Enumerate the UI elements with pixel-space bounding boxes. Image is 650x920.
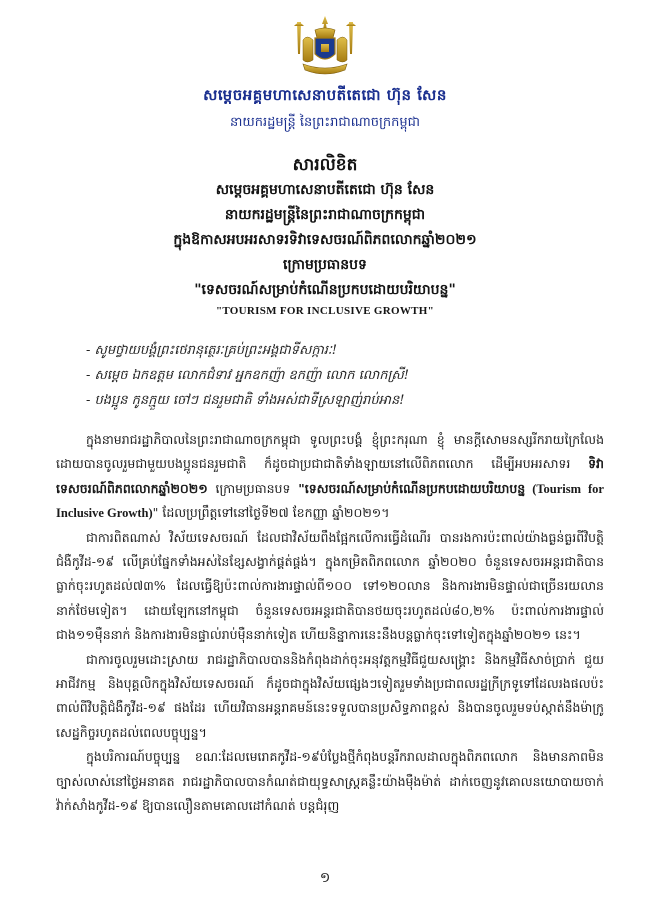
title-line-2: នាយករដ្ឋមន្ត្រីនៃព្រះរាជាណាចក្រកម្ពុជា	[224, 207, 426, 223]
title-line-english: "TOURISM FOR INCLUSIVE GROWTH"	[215, 305, 435, 317]
royal-emblem-icon	[291, 14, 359, 78]
title-line-4: ក្រោមប្រធានបទ	[283, 257, 367, 273]
body-text-span: " ដែលប្រព្រឹត្តទៅនៅថ្ងៃទី២៧ ខែកញ្ញា ឆ្នាំ២០២១។	[152, 505, 390, 521]
body-text-span: ក្រោមប្រធានបទ	[207, 480, 299, 496]
title-line-5: "ទេសចរណ៍សម្រាប់កំណើនប្រកបដោយបរិយាបន្ន"	[194, 282, 456, 298]
body-paragraph-4: ក្នុងបរិការណ៍បច្ចុប្បន្ន ខណៈដែលមេរោគកូវីដ-១៩បំប្លែងថ្មីកំពុងបន្តរីករាលដាលក្នុងពិភពលោក និងមានភាពមិនច្បាស់លាស់នៅថ្ងៃអនាគត រាជរដ្ឋាភិបាលបានកំណត់ជាយុទ្ធសាស្ត្រគន្លឹះយ៉ាងម៉ឺងម៉ាត់ ដាក់ចេញនូវគោលនយោបាយចាក់វ៉ាក់សាំងកូវីដ-១៩ ឱ្យបានលឿនតាមគោលដៅកំណត់ បន្តជំរុញ	[56, 749, 604, 814]
title-line-3: ក្នុងឱកាសអបអរសាទរទិវាទេសចរណ៍ពិភពលោកឆ្នាំ២០២១	[173, 232, 477, 248]
salutation-line: - សូមថ្វាយបង្គំព្រះថេរានុត្ថេរៈគ្រប់ព្រះអង្គជាទីសក្ការៈ!	[86, 343, 338, 358]
body-paragraph-2: ជាការពិតណាស់ វិស័យទេសចរណ៍ ដែលជាវិស័យពឹងផ្អែកលើការធ្វើដំណើរ បានរងការប៉ះពាល់យ៉ាងធ្ងន់ធ្ងរពីវិបត្តិជំងឺកូវីដ-១៩ លើគ្រប់ផ្នែកទាំងអស់នៃខ្សែសង្វាក់ផ្គត់ផ្គង់។ ក្នុងកម្រិតពិភពលោក ឆ្នាំ២០២០ ចំនួនទេសចរអន្តរជាតិបានធ្លាក់ចុះរហូតដល់៧៣% ដែលធ្វើឱ្យប៉ះពាល់ការងារផ្ទាល់ពី១០០ ទៅ១២០លាន និងការងារមិនផ្ទាល់ជាច្រើនរយលាននាក់ថែមទៀត។ ដោយឡែកនៅកម្ពុជា ចំនួនទេសចរអន្តរជាតិបានថយចុះរហូតដល់៨០,២% ប៉ះពាល់ការងារផ្ទាល់ជាង១១ម៉ឺននាក់ និងការងារមិនផ្ទាល់រាប់ម៉ឺននាក់ទៀត ហើយនិន្នាការនេះនឹងបន្តធ្លាក់ចុះទៅទៀតក្នុងឆ្នាំ២០២១ នេះ។	[56, 529, 604, 643]
body-paragraph-3: ជាការចូលរួមដោះស្រាយ រាជរដ្ឋាភិបាលបាននិងកំពុងដាក់ចុះអនុវត្តកម្មវិធីជួយសង្គ្រោះ និងកម្មវិធីសាច់ប្រាក់ ជួយអាជីវកម្ម និងបុគ្គលិកក្នុងវិស័យទេសចរណ៍ ក៏ដូចជាក្នុងវិស័យផ្សេងៗទៀតរួមទាំងប្រជាពលរដ្ឋក្រីក្រទូទៅដែលរងផលប៉ះពាល់ពីវិបត្តិជំងឺកូវីដ-១៩ ផងដែរ ហើយវិធានអន្តរាគមន៍នេះទទួលបានប្រសិទ្ធភាពខ្ពស់ និងបានចូលរួមទប់ស្កាត់នឹងម៉ាក្រូសេដ្ឋកិច្ចរហូតដល់ពេលបច្ចុប្បន្ន។	[56, 651, 604, 740]
body-text	[56, 428, 604, 819]
body-paragraph-1	[56, 428, 604, 526]
salutation-line: - សម្ដេច ឯកឧត្ដម លោកជំទាវ អ្នកឧកញ៉ា ឧកញ៉ា លោក លោកស្រី!	[86, 368, 409, 383]
title-line-1: សម្ដេចអគ្គមហាសេនាបតីតេជោ ហ៊ុន សែន	[215, 182, 435, 198]
body-emphasis-theme: "ទេសចរណ៍សម្រាប់កំណើនប្រកបដោយបរិយាបន្ន	[298, 480, 526, 496]
header-leader-name: សម្ដេចអគ្គមហាសេនាបតីតេជោ ហ៊ុន សែន	[203, 86, 447, 104]
salutation-line: - បងប្អូន កូនក្មួយ ចៅៗ ជនរួមជាតិ ទាំងអស់ជាទីស្រឡាញ់រាប់អាន!	[86, 393, 405, 408]
page-number: ១	[319, 870, 331, 886]
body-emphasis-day: ទិវាទេសចរណ៍ពិភពលោកឆ្នាំ២០២១	[56, 456, 604, 496]
document-type-title: សារលិខិត	[292, 155, 358, 175]
body-text-span: ក្នុងនាមរាជរដ្ឋាភិបាលនៃព្រះរាជាណាចក្រកម្ពុជា ទូលព្រះបង្គំ ខ្ញុំព្រះករុណា ខ្ញុំ មានក្ដីសោមនស្សរីករាយក្រៃលែង ដោយបានចូលរួមជាមួយបងប្អូនជនរួមជាតិ ក៏ដូចជាប្រជាជាតិទាំងឡាយនៅលើពិភពលោក ដើម្បីអបអរសាទរ	[56, 432, 604, 472]
body-emphasis-english: (Tourism for Inclusive Growth)	[56, 481, 604, 521]
header-leader-title: នាយករដ្ឋមន្ត្រី នៃព្រះរាជាណាចក្រកម្ពុជា	[230, 115, 420, 130]
